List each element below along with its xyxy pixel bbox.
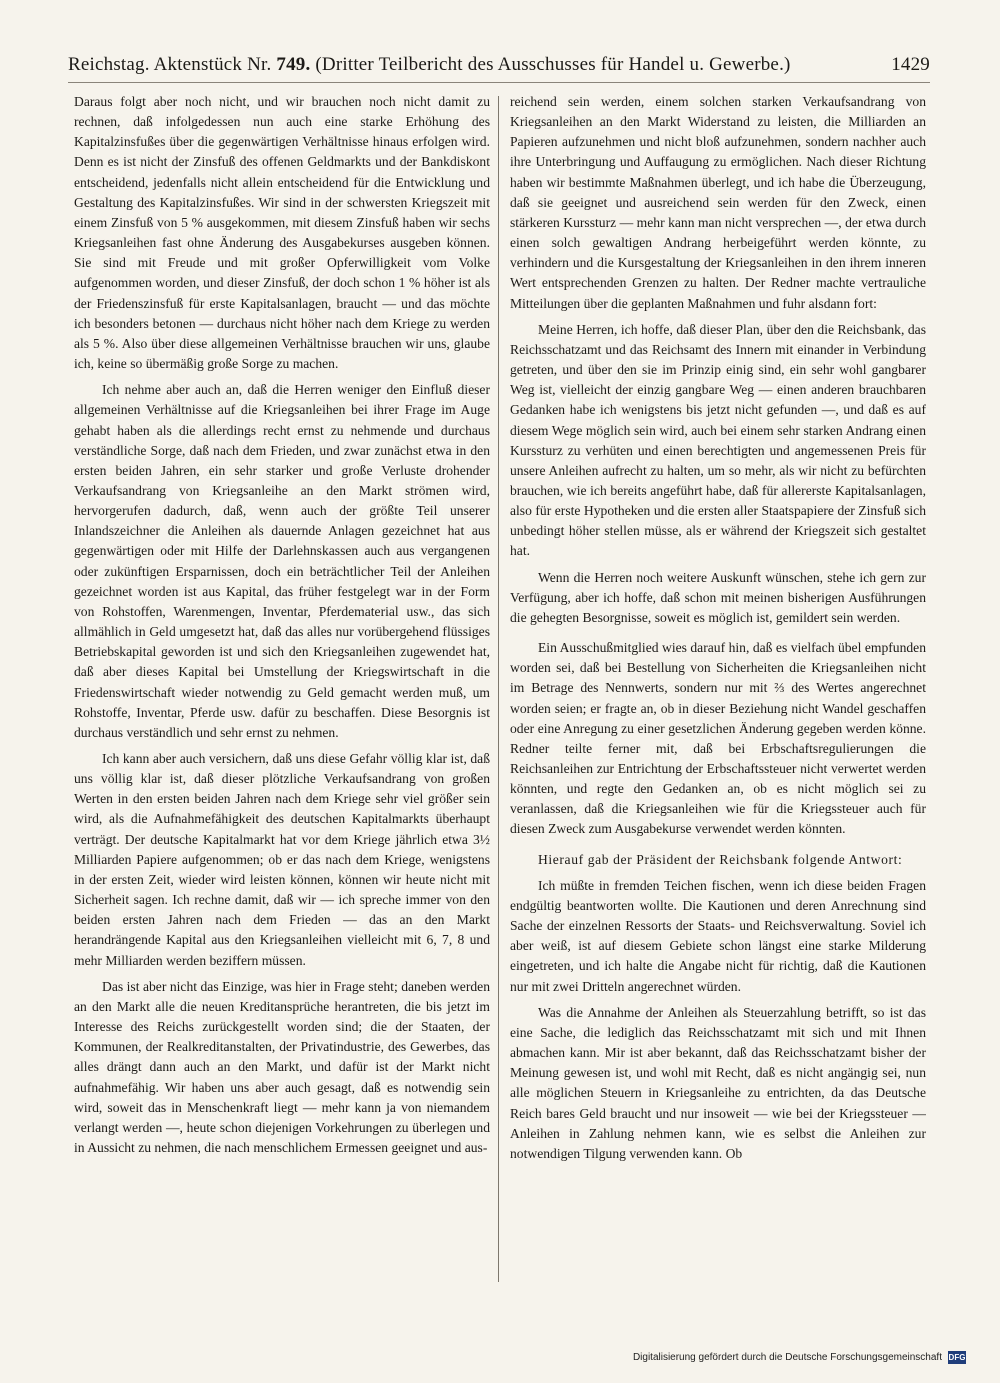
right-paragraph-7: Was die Annahme der Anleihen als Steuerzahlung betrifft, so ist das eine Sache, die lediglich das Reichsschatzamt mit sich und mit Ihnen abmachen kann. Mir ist aber bekannt, daß das Reichsschatzamt bisher der Meinung gewesen ist, und wohl mit Recht, daß es nicht angängig sei, nun alle möglichen Steuern in Kriegsanleihe zu entrichten, da das Deutsche Reich bares Geld braucht und nur insoweit — wie bei der Kriegssteuer — Anleihen in Zahlung nehmen kann, wie es selbst die Anleihen zur notwendigen Tilgung verwenden kann. Ob [510, 1004, 926, 1161]
header-document-number: 749. [276, 54, 311, 75]
left-paragraph-4: Das ist aber nicht das Einzige, was hier in Frage steht; daneben werden an den Markt alle die neuen Kreditansprüche herantreten, die bis jetzt im Interesse des Reichs zurückgestellt worden sind; die der Staaten, der Kommunen, der Realkreditanstalten, der Privatindustrie, des Gewerbes, das alles drängt dann auch an den Markt, und dafür ist der Markt nicht aufnahmefähig. Wir haben uns aber auch gesagt, daß es notwendig sein wird, soweit das in Menschenkraft liegt — mehr kann ja von niemandem verlangt werden —, heute schon diejenigen Vorkehrungen zu überlegen und in Aussicht zu nehmen, die nach menschlichem Ermessen geeignet und aus- [74, 978, 490, 1155]
text-columns [74, 92, 926, 1304]
right-column [510, 92, 926, 1304]
footer [633, 1349, 966, 1365]
header-subtitle: (Dritter Teilbericht des Ausschusses für Handel u. Gewerbe.) [315, 54, 791, 75]
left-paragraph-1: Daraus folgt aber noch nicht, und wir brauchen noch nicht damit zu rechnen, daß infolgedessen nun auch eine starke Erhöhung des Kapitalzinsfußes über die gegenwärtigen Verhältnisse hinaus erfolgen wird. Denn es ist nicht der Zinsfuß des offenen Geldmarkts und der Bankdiskont entscheidend, jedenfalls nicht allein entscheidend für die Entwicklung und Gestaltung des Kapitalzinsfußes. Wir sind in der schwersten Kriegszeit mit einem Zinsfuß von 5 % ausgekommen, mit diesem Zinsfuß haben wir sechs Kriegsanleihen fast ohne Änderung des Ausgabekurses ausgeben können. Sie sind mit Freude und mit großer Opferwilligkeit vom Volke aufgenommen worden, und dieser Zinsfuß, der doch schon 1 % höher ist als der Friedenszinsfuß für erste Kapitalsanlagen, braucht — und das möchte ich besonders betonen — durchaus nicht höher nach dem Kriege zu werden als 5 %. Also über diese allgemeinen Verhältnisse brauchen wir uns, glaube ich, keine so übermäßig große Sorge zu machen. [74, 94, 490, 372]
right-paragraph-6: Ich müßte in fremden Teichen fischen, wenn ich diese beiden Fragen endgültig beantworten wollte. Die Kautionen und deren Anrechnung sind Sache der einzelnen Ressorts der Staats- und Reichsverwaltung. Soviel ich aber weiß, ist auf diesem Gebiete schon längst eine starke Milderung eingetreten, und ich halte die Angabe nicht für richtig, daß die Kautionen nur mit zwei Dritteln angerechnet würden. [510, 877, 926, 994]
page-number: 1429 [891, 54, 930, 75]
dfg-logo-icon: DFG [948, 1352, 966, 1362]
left-column [74, 92, 490, 1304]
header-title: Reichstag. Aktenstück Nr. [68, 54, 272, 75]
header-title-line [68, 54, 791, 76]
right-paragraph-3: Wenn die Herren noch weitere Auskunft wünschen, stehe ich gern zur Verfügung, aber ich hoffe, daß schon mit meinen bisherigen Ausführungen die gehegten Besorgnisse, soweit es möglich ist, gemildert sein werden. [510, 569, 926, 625]
column-divider [498, 96, 499, 1282]
right-paragraph-5: Hierauf gab der Präsident der Reichsbank folgende Antwort: [538, 851, 903, 867]
right-paragraph-4: Ein Ausschußmitglied wies darauf hin, daß es vielfach übel empfunden worden sei, daß bei Bestellung von Sicherheiten die Kriegsanleihen nicht im Betrage des Nennwerts, sondern nur mit ⅔ des Wertes angerechnet worden seien; er fragte an, ob in dieser Beziehung nicht Wandel geschaffen oder eine Anregung zu einer gesetzlichen Änderung gegeben werden könne. Redner teilte ferner mit, daß bei Erbschaftsregulierungen die Reichsanleihen zur Entrichtung der Erbschaftssteuer nicht verwertet werden könnten, und regte den Gedanken an, ob es nicht möglich sei zu veranlassen, daß die Kriegsanleihen wie für die Kriegssteuer auch für diesen Zweck zum Ausgabekurse verwendet werden könnten. [510, 640, 926, 837]
left-paragraph-3: Ich kann aber auch versichern, daß uns diese Gefahr völlig klar ist, daß uns völlig klar ist, daß dieser plötzliche Verkaufsandrang von großen Werten in den ersten beiden Jahren nach dem Kriege sehr viel größer sein wird, als die Aufnahmefähigkeit des deutschen Kapitalmarkts überhaupt verträgt. Der deutsche Kapitalmarkt hat vor dem Kriege jährlich etwa 3½ Milliarden Papiere aufgenommen; ob er das nach dem Kriege, wenigstens in der ersten Zeit, wieder wird leisten können, können wir heute nicht mit Sicherheit sagen. Ich rechne damit, daß wir — ich spreche immer von den beiden ersten Jahren nach dem Frieden — das an den Markt herandrängende Kapital aus den Kriegsanleihen vielleicht mit 6, 7, 8 und mehr Milliarden werden beziffern müssen. [74, 751, 490, 968]
right-paragraph-1: reichend sein werden, einem solchen starken Verkaufsandrang von Kriegsanleihen an den Markt Widerstand zu leisten, die Milliarden an Papieren aufzunehmen und nicht bloß aufzunehmen, sondern nachher auch ihre Unterbringung und Auffaugung zu ermöglichen. Nach dieser Richtung haben wir bestimmte Maßnahmen überlegt, und ich habe die Überzeugung, daß sie geeignet und ausreichend sein werden für den Zweck, einen stärkeren Kurssturz — mehr kann man nicht versprechen —, der etwa durch einen solch gewaltigen Andrang herbeigeführt werden könnte, zu verhindern und die Kursgestaltung der Kriegsanleihen in den ihrem inneren Wert entsprechenden Grenzen zu halten. Der Redner machte vertrauliche Mitteilungen über die geplanten Maßnahmen und fuhr alsdann fort: [510, 94, 926, 311]
right-paragraph-2: Meine Herren, ich hoffe, daß dieser Plan, über den die Reichsbank, das Reichsschatzamt und das Reichsamt des Innern mit einander in Verbindung getreten, und über den sie im Prinzip einig sind, ein sehr wohl gangbarer Weg ist, vielleicht der einzig gangbare Weg — einen anderen brauchbaren Gedanken habe ich wenigstens bis jetzt nicht gefunden —, und daß es auf diesem Wege möglich sein wird, auch bei einem sehr starken Andrang einen Kurssturz zu verhüten und einen berechtigten und angemessenen Preis für unsere Anleihen aufrecht zu halten, um so mehr, als wir nicht zu befürchten brauchen, wie ich bereits angeführt habe, daß für allererste Kapitalsanlagen, also für erste Hypotheken und die ersten aller Staatspapiere der Zinsfuß sich unbedingt höher stellen müsse, als er während der Kriegszeit sich gestaltet hat. [510, 321, 926, 559]
left-paragraph-2: Ich nehme aber auch an, daß die Herren weniger den Einfluß dieser allgemeinen Verhältnisse auf die Kriegsanleihen bei ihrer Frage im Auge gehabt haben als die allerdings recht ernst zu nehmende und durchaus verständliche Sorge, daß nach dem Frieden, und zwar zunächst etwa in den ersten beiden Jahren, ein sehr starker und große Verluste drohender Verkaufsandrang von Kriegsanleihe an den Markt strömen wird, hervorgerufen dadurch, daß, wenn auch der größte Teil unserer Inlandszeichner die Anleihen als dauernde Anlagen gezeichnet hat aus gegenwärtigen oder mit Hilfe der Darlehnskassen auch aus vergangenen oder zukünftigen Ersparnissen, doch ein beträchtlicher Teil der Anleihen gezeichnet worden ist aus Kapital, das früher festgelegt war in der Form von Rohstoffen, Warenmengen, Inventar, Pferdematerial usw., das sich allmählich in Geld umgesetzt hat, daß das alles nur vorübergehend flüssiges Betriebskapital geworden ist und sich den Kriegsanleihen zugewendet hat, daß aber dieses Kapital bei Umstellung der Kriegswirtschaft in die Friedenswirtschaft wieder notwendig zu Geld gemacht werden muß, um Rohstoffe, Inventar, Pferde usw. dafür zu beschaffen. Diese Besorgnis ist durchaus verständlich und sehr ernst zu nehmen. [74, 382, 490, 740]
running-header [68, 54, 930, 83]
footer-text: Digitalisierung gefördert durch die Deutsche Forschungsgemeinschaft [632, 1351, 942, 1363]
